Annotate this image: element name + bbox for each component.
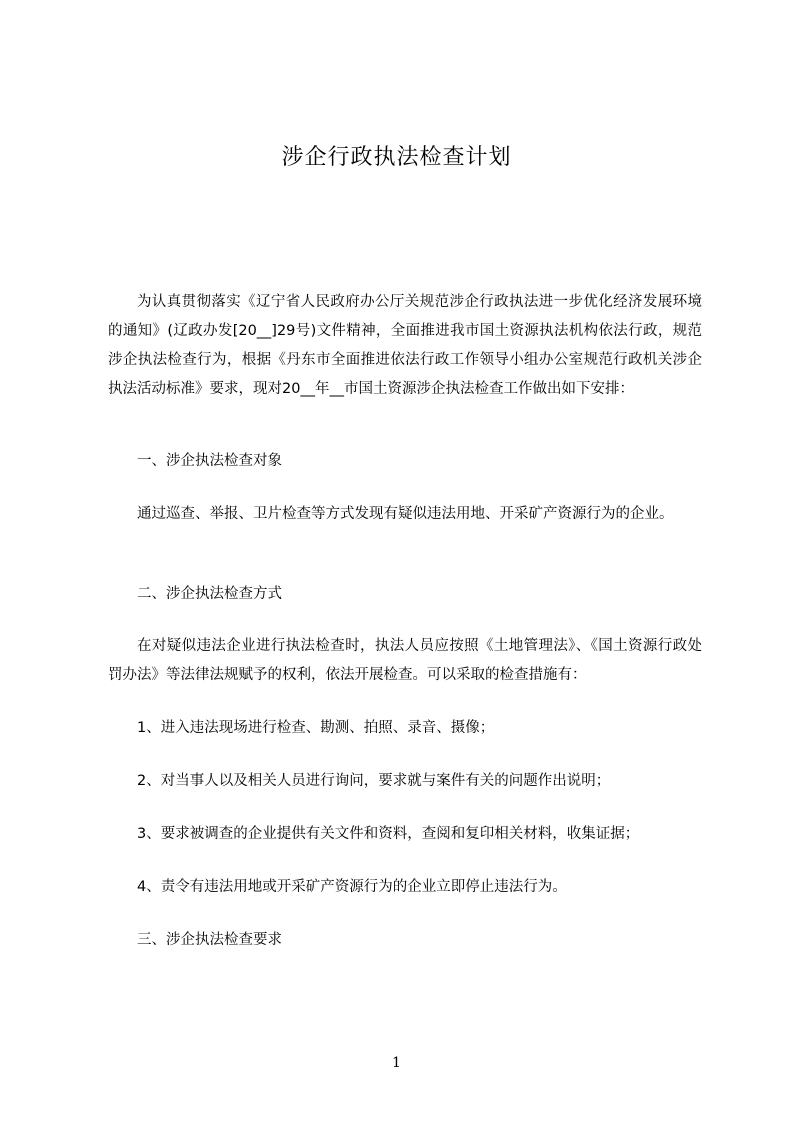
measure-item-2: 2、对当事人以及相关人员进行询问，要求就与案件有关的问题作出说明；: [137, 773, 611, 789]
measure-item-4: 4、责令有违法用地或开采矿产资源行为的企业立即停止违法行为。: [137, 879, 567, 895]
section-3-heading: 三、涉企执法检查要求: [137, 932, 282, 948]
document-title: 涉企行政执法检查计划: [281, 145, 512, 170]
measure-item-3: 3、要求被调查的企业提供有关文件和资料，查阅和复印相关材料，收集证据；: [137, 826, 640, 842]
section-2-heading: 二、涉企执法检查方式: [137, 586, 282, 602]
measure-item-1: 1、进入违法现场进行检查、勘测、拍照、录音、摄像；: [137, 720, 495, 736]
intro-paragraph: 为认真贯彻落实《辽宁省人民政府办公厅关规范涉企行政执法进一步优化经济发展环境的通知》(辽政办发[20__]29号)文件精神，全面推进我市国土资源执法机构依法行政，规范涉企执法检查行为，根据《丹东市全面推进依法行政工作领导小组办公室规范行政机关涉企执法活动标准》要求，现对20__年__市国土资源涉企执法检查工作做出如下安排：: [108, 294, 702, 397]
page-number: 1: [392, 1055, 401, 1071]
section-1-heading: 一、涉企执法检查对象: [137, 453, 282, 469]
section-1-paragraph: 通过巡查、举报、卫片检查等方式发现有疑似违法用地、开采矿产资源行为的企业。: [137, 506, 674, 522]
section-2-paragraph: 在对疑似违法企业进行执法检查时，执法人员应按照《土地管理法》、《国土资源行政处罚办法》等法律法规赋予的权利，依法开展检查。可以采取的检查措施有：: [108, 638, 702, 683]
